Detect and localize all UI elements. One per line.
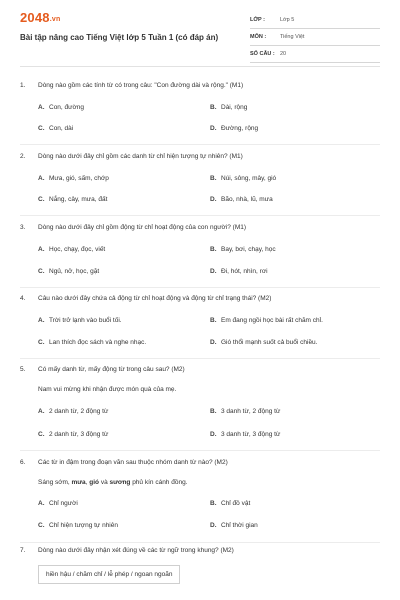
question-text: Dòng nào dưới đây chỉ gồm động từ chỉ hoạt động của con người? (M1) bbox=[38, 224, 247, 231]
question-stem bbox=[20, 459, 380, 466]
option-letter: C. bbox=[38, 125, 45, 132]
option-c[interactable] bbox=[38, 196, 107, 203]
option-letter: A. bbox=[38, 408, 45, 415]
word-box: hiền hậu / chăm chỉ / lễ phép / ngoan ngoãn bbox=[38, 565, 180, 584]
option-b[interactable] bbox=[210, 175, 276, 182]
option-text: Nắng, cây, mưa, đất bbox=[49, 196, 108, 203]
option-c[interactable] bbox=[38, 522, 118, 529]
option-text: Con, dài bbox=[49, 125, 74, 132]
divider bbox=[20, 450, 380, 451]
option-d[interactable] bbox=[210, 196, 273, 203]
option-text: Mưa, gió, sấm, chớp bbox=[49, 175, 109, 182]
option-text: Trời trở lạnh vào buổi tối. bbox=[49, 317, 122, 324]
option-letter: C. bbox=[38, 268, 45, 275]
option-text: Gió thổi mạnh suốt cả buổi chiều. bbox=[221, 339, 318, 346]
meta-label: LỚP : bbox=[250, 17, 265, 23]
option-letter: C. bbox=[38, 431, 45, 438]
question-text: Câu nào dưới đây chứa cả động từ chỉ hoạt động và động từ chỉ trạng thái? (M2) bbox=[38, 295, 272, 302]
option-a[interactable] bbox=[38, 500, 78, 507]
question-stem bbox=[20, 295, 380, 302]
divider bbox=[20, 358, 380, 359]
option-text: Bão, nhà, lũ, mưa bbox=[221, 196, 273, 203]
divider bbox=[20, 144, 380, 145]
meta-label: SỐ CÂU : bbox=[250, 51, 275, 57]
question-text: Dòng nào dưới đây chỉ gồm các danh từ chỉ hiện tượng tự nhiên? (M1) bbox=[38, 153, 243, 160]
option-text: Chỉ người bbox=[49, 500, 78, 507]
question-number: 3. bbox=[20, 224, 26, 231]
option-a[interactable] bbox=[38, 104, 84, 111]
question-text: Có mấy danh từ, mấy động từ trong câu sau? (M2) bbox=[38, 366, 185, 373]
option-c[interactable] bbox=[38, 339, 146, 346]
site-logo[interactable] bbox=[20, 10, 60, 25]
question-number: 4. bbox=[20, 295, 26, 302]
option-a[interactable] bbox=[38, 317, 122, 324]
option-letter: D. bbox=[210, 431, 217, 438]
sentence-part: , bbox=[85, 479, 90, 486]
option-c[interactable] bbox=[38, 268, 99, 275]
option-text: Đi, hót, nhìn, rơi bbox=[221, 268, 268, 275]
option-b[interactable] bbox=[210, 408, 280, 415]
option-letter: C. bbox=[38, 339, 45, 346]
example-sentence bbox=[38, 479, 188, 486]
option-text: 2 danh từ, 2 động từ bbox=[49, 408, 109, 415]
example-sentence: Nam vui mừng khi nhận được món quà của mẹ. bbox=[38, 386, 177, 393]
option-letter: C. bbox=[38, 522, 45, 529]
option-text: Con, đường bbox=[49, 104, 84, 111]
question-stem bbox=[20, 153, 380, 160]
question-stem bbox=[20, 82, 380, 89]
question-text: Các từ in đậm trong đoạn văn sau thuộc nhóm danh từ nào? (M2) bbox=[38, 459, 228, 466]
option-letter: A. bbox=[38, 175, 45, 182]
question-stem bbox=[20, 366, 380, 373]
question-number: 7. bbox=[20, 547, 26, 554]
option-text: Bay, bơi, chạy, học bbox=[221, 246, 276, 253]
question-number: 6. bbox=[20, 459, 26, 466]
bold-word: mưa bbox=[71, 479, 86, 486]
option-text: Em đang ngồi học bài rất chăm chỉ. bbox=[221, 317, 323, 324]
option-d[interactable] bbox=[210, 431, 280, 438]
option-letter: D. bbox=[210, 125, 217, 132]
option-letter: A. bbox=[38, 104, 45, 111]
sentence-part: và bbox=[99, 479, 110, 486]
sentence-part: phủ kín cánh đồng. bbox=[130, 479, 188, 486]
question-number: 5. bbox=[20, 366, 26, 373]
meta-row-subject bbox=[250, 29, 380, 46]
option-a[interactable] bbox=[38, 175, 109, 182]
bold-word: sương bbox=[109, 479, 131, 486]
question-number: 2. bbox=[20, 153, 26, 160]
option-letter: D. bbox=[210, 339, 217, 346]
option-b[interactable] bbox=[210, 104, 247, 111]
option-letter: B. bbox=[210, 500, 217, 507]
meta-value: 20 bbox=[280, 51, 287, 57]
divider bbox=[20, 215, 380, 216]
divider bbox=[20, 66, 380, 67]
option-text: Học, chạy, đọc, viết bbox=[49, 246, 106, 253]
option-c[interactable] bbox=[38, 431, 108, 438]
logo-suffix: .vn bbox=[49, 16, 61, 23]
option-text: Đường, rộng bbox=[221, 125, 259, 132]
option-b[interactable] bbox=[210, 246, 276, 253]
option-a[interactable] bbox=[38, 246, 105, 253]
option-text: Ngủ, nở, học, gặt bbox=[49, 268, 100, 275]
sentence-part: Sáng sớm, bbox=[38, 479, 72, 486]
bold-word: gió bbox=[89, 479, 100, 486]
page-title: Bài tập nâng cao Tiếng Việt lớp 5 Tuần 1 (có đáp án) bbox=[20, 33, 219, 42]
question-number: 1. bbox=[20, 82, 26, 89]
option-letter: A. bbox=[38, 246, 45, 253]
option-letter: B. bbox=[210, 175, 217, 182]
option-letter: D. bbox=[210, 522, 217, 529]
logo-text: 2048 bbox=[20, 10, 50, 25]
option-letter: C. bbox=[38, 196, 45, 203]
option-b[interactable] bbox=[210, 500, 250, 507]
option-text: 3 danh từ, 2 động từ bbox=[221, 408, 281, 415]
divider bbox=[20, 287, 380, 288]
option-a[interactable] bbox=[38, 408, 108, 415]
option-letter: B. bbox=[210, 104, 217, 111]
option-d[interactable] bbox=[210, 125, 258, 132]
option-letter: B. bbox=[210, 246, 217, 253]
meta-value: Tiếng Việt bbox=[280, 34, 305, 40]
header bbox=[0, 0, 400, 66]
option-text: Núi, sông, mây, gió bbox=[221, 175, 277, 182]
option-text: Chỉ thời gian bbox=[221, 522, 258, 529]
option-d[interactable] bbox=[210, 339, 317, 346]
divider bbox=[20, 542, 380, 543]
option-text: 2 danh từ, 3 động từ bbox=[49, 431, 109, 438]
question-text: Dòng nào gồm các tính từ có trong câu: "Con đường dài và rộng." (M1) bbox=[38, 82, 244, 89]
option-text: Dài, rộng bbox=[221, 104, 248, 111]
meta-label: MÔN : bbox=[250, 34, 267, 40]
option-text: Lan thích đọc sách và nghe nhạc. bbox=[49, 339, 147, 346]
option-letter: B. bbox=[210, 408, 217, 415]
question-stem bbox=[20, 224, 380, 231]
question-stem bbox=[20, 547, 380, 554]
option-letter: B. bbox=[210, 317, 217, 324]
option-letter: D. bbox=[210, 196, 217, 203]
meta-value: Lớp 5 bbox=[280, 17, 295, 23]
option-b[interactable] bbox=[210, 317, 323, 324]
option-letter: A. bbox=[38, 500, 45, 507]
option-d[interactable] bbox=[210, 522, 258, 529]
option-text: Chỉ đồ vật bbox=[221, 500, 251, 507]
option-c[interactable] bbox=[38, 125, 73, 132]
option-d[interactable] bbox=[210, 268, 268, 275]
option-text: Chỉ hiện tượng tự nhiên bbox=[49, 522, 118, 529]
option-letter: A. bbox=[38, 317, 45, 324]
meta-row-count bbox=[250, 46, 380, 63]
question-text: Dòng nào dưới đây nhận xét đúng về các từ ngữ trong khung? (M2) bbox=[38, 547, 234, 554]
option-letter: D. bbox=[210, 268, 217, 275]
option-text: 3 danh từ, 3 động từ bbox=[221, 431, 281, 438]
meta-row-class bbox=[250, 12, 380, 29]
meta-info-table bbox=[250, 12, 380, 63]
